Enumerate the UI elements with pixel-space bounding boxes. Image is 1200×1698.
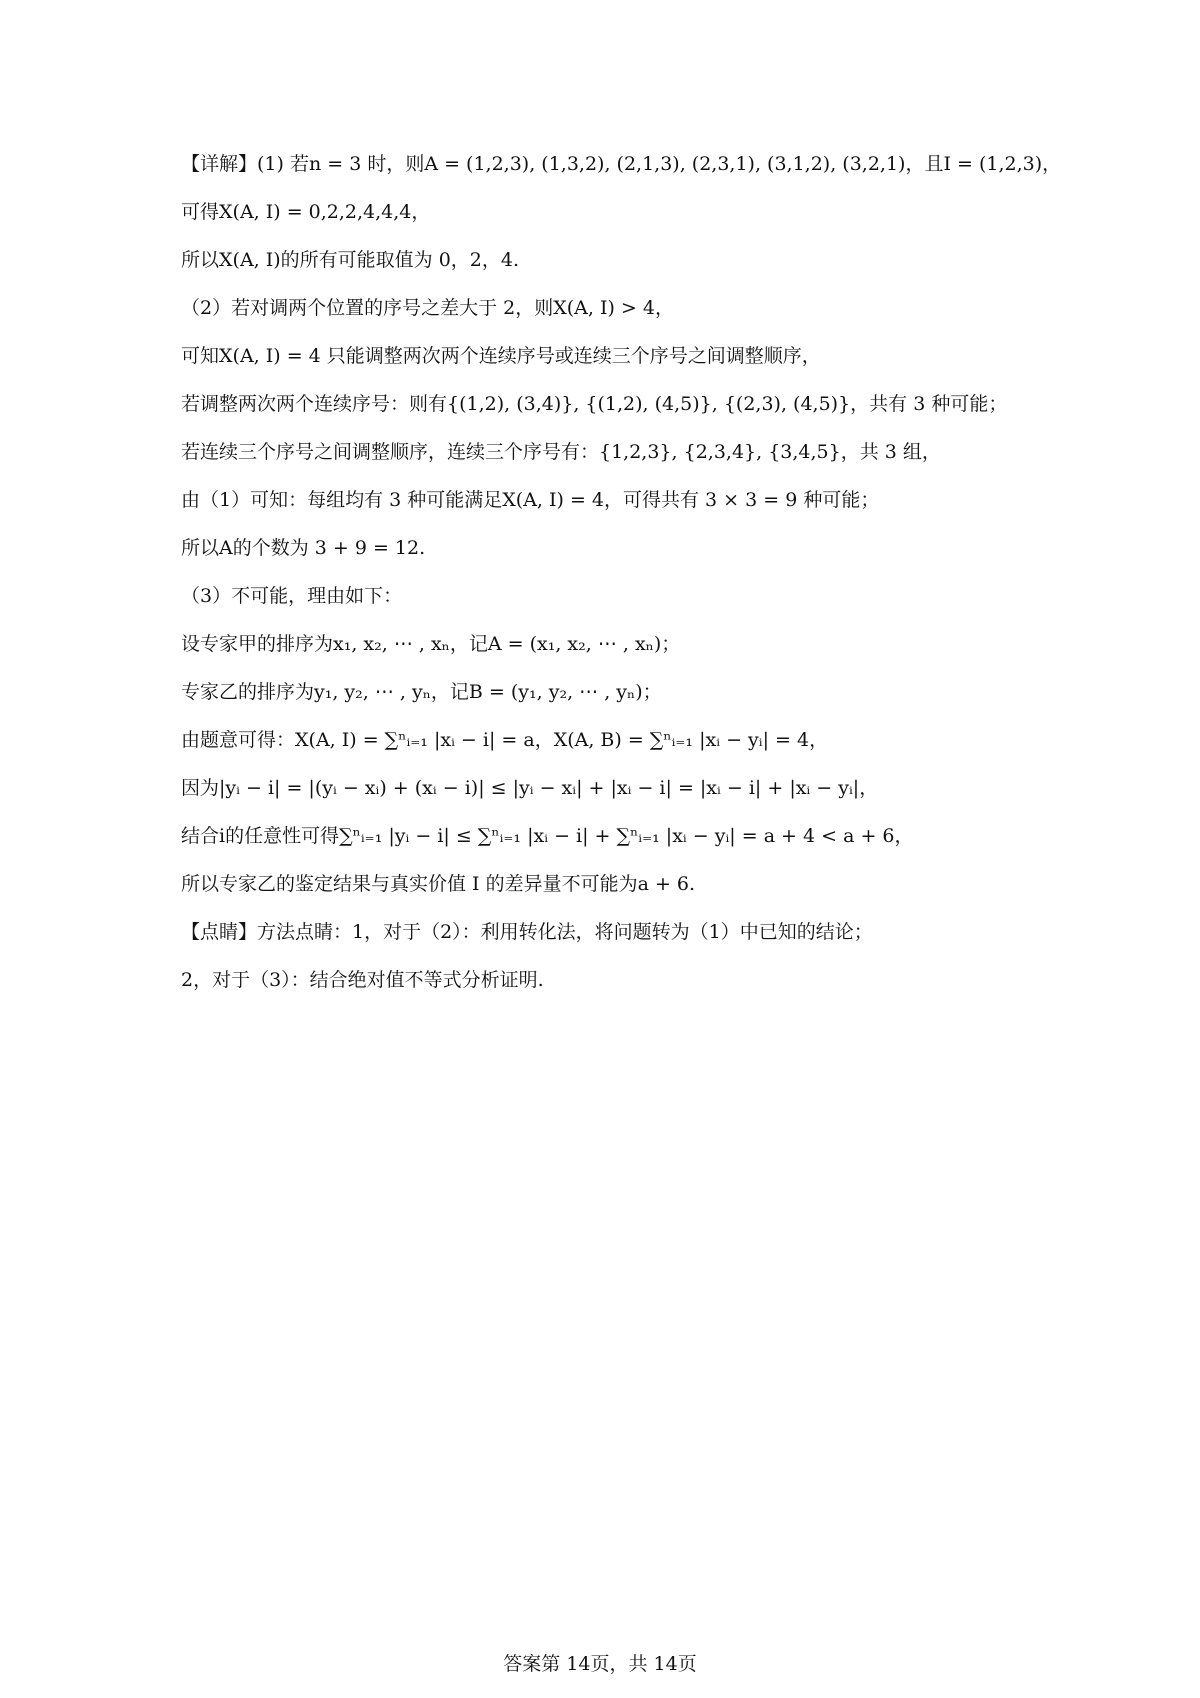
part2-line-3: 若调整两次两个连续序号：则有{(1,2), (3,4)}, {(1,2), (4,5)}, {(2,3), (4,5)}，共有 3 种可能； [181, 393, 1008, 415]
part2-line-4: 若连续三个序号之间调整顺序，连续三个序号有：{1,2,3}, {2,3,4}, {3,4,5}，共 3 组， [181, 441, 941, 463]
part3-line-2: 设专家甲的排序为x₁, x₂, ⋯ , xₙ，记A = (x₁, x₂, ⋯ , xₙ)； [181, 633, 681, 655]
remark-line-1: 【点睛】方法点睛：1，对于（2）：利用转化法，将问题转为（1）中已知的结论； [181, 921, 873, 943]
detail-line-2: 可得X(A, I) = 0,2,2,4,4,4， [181, 201, 431, 223]
part3-line-7: 所以专家乙的鉴定结果与真实价值 I 的差异量不可能为a + 6. [181, 873, 696, 895]
part2-line-2: 可知X(A, I) = 4 只能调整两次两个连续序号或连续三个序号之间调整顺序， [181, 345, 821, 367]
part3-line-5: 因为|yᵢ − i| = |(yᵢ − xᵢ) + (xᵢ − i)| ≤ |yᵢ − xᵢ| + |xᵢ − i| = |xᵢ − i| + |xᵢ − yᵢ|， [181, 777, 879, 799]
part3-line-3: 专家乙的排序为y₁, y₂, ⋯ , yₙ，记B = (y₁, y₂, ⋯ , yₙ)； [181, 681, 662, 703]
part3-line-6: 结合i的任意性可得∑ⁿᵢ₌₁ |yᵢ − i| ≤ ∑ⁿᵢ₌₁ |xᵢ − i| + ∑ⁿᵢ₌₁ |xᵢ − yᵢ| = a + 4 < a + 6， [181, 825, 914, 847]
detail-line-1: 【详解】(1) 若n = 3 时，则A = (1,2,3), (1,3,2), (2,1,3), (2,3,1), (3,1,2), (3,2,1)，且I = (1,2,3)， [181, 153, 1062, 175]
solution-body [181, 152, 1061, 1016]
detail-line-3: 所以X(A, I)的所有可能取值为 0，2，4. [181, 249, 520, 271]
part2-line-6: 所以A的个数为 3 + 9 = 12. [181, 537, 426, 559]
part3-line-1: （3）不可能，理由如下： [181, 585, 403, 607]
part2-line-1: （2）若对调两个位置的序号之差大于 2，则X(A, I) > 4， [181, 297, 674, 319]
page-footer: 答案第 14页，共 14页 [503, 1653, 697, 1675]
remark-line-2: 2，对于（3）：结合绝对值不等式分析证明. [181, 969, 544, 991]
part3-line-4: 由题意可得：X(A, I) = ∑ⁿᵢ₌₁ |xᵢ − i| = a，X(A, B) = ∑ⁿᵢ₌₁ |xᵢ − yᵢ| = 4， [181, 729, 829, 751]
part2-line-5: 由（1）可知：每组均有 3 种可能满足X(A, I) = 4，可得共有 3 × 3 = 9 种可能； [181, 489, 880, 511]
